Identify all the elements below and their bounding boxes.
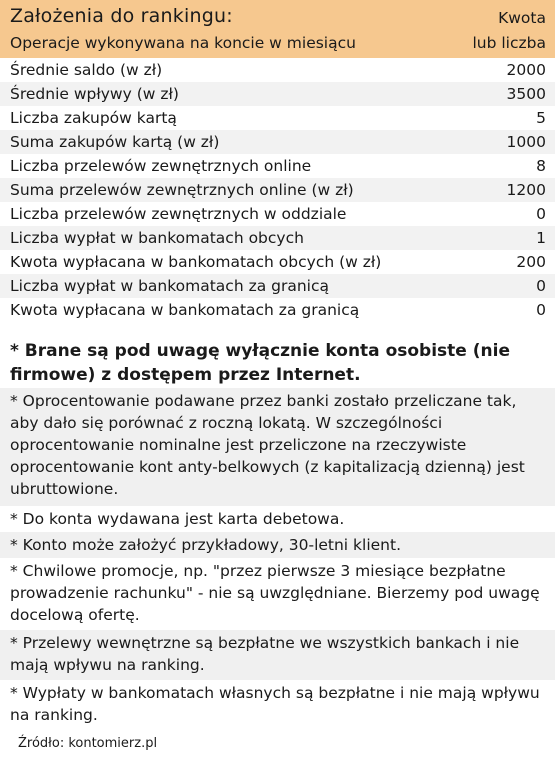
table-row xyxy=(0,130,555,154)
row-value: 200 xyxy=(516,253,546,271)
table-row xyxy=(0,82,555,106)
note-text: * Przelewy wewnętrzne są bezpłatne we wszystkich bankach i nie mają wpływu na ranking. xyxy=(10,634,520,674)
note-item xyxy=(0,680,555,730)
table-body xyxy=(0,58,555,322)
row-value: 8 xyxy=(536,157,546,175)
header-title: Założenia do rankingu: xyxy=(10,5,233,27)
source-credit: Źródło: kontomierz.pl xyxy=(18,736,158,751)
row-value: 0 xyxy=(536,205,546,223)
row-value: 1000 xyxy=(506,133,546,151)
table-row xyxy=(0,178,555,202)
table-row xyxy=(0,58,555,82)
row-label: Liczba przelewów zewnętrznych w oddziale xyxy=(10,205,347,223)
header-col-line2: lub liczba xyxy=(472,34,546,52)
row-value: 0 xyxy=(536,301,546,319)
row-value: 3500 xyxy=(506,85,546,103)
note-item xyxy=(0,532,555,558)
row-label: Kwota wypłacana w bankomatach obcych (w zł) xyxy=(10,253,382,271)
table-header xyxy=(0,0,555,58)
note-item xyxy=(0,630,555,680)
table-row xyxy=(0,154,555,178)
note-item xyxy=(0,558,555,630)
row-value: 2000 xyxy=(506,61,546,79)
header-col-line1: Kwota xyxy=(498,9,546,27)
note-item xyxy=(0,388,555,506)
table-row xyxy=(0,274,555,298)
note-text: * Oprocentowanie podawane przez banki zostało przeliczane tak, aby dało się porównać z roczną lokatą. W szczególności oprocentowanie nominalne jest przeliczone na rzeczywiste oprocentowanie kont anty-belkowych (z kapitalizacją dzienną) jest ubruttowione. xyxy=(10,392,525,498)
row-value: 5 xyxy=(536,109,546,127)
row-label: Średnie wpływy (w zł) xyxy=(10,85,179,103)
row-value: 0 xyxy=(536,277,546,295)
row-label: Suma zakupów kartą (w zł) xyxy=(10,133,220,151)
table-row xyxy=(0,106,555,130)
note-item xyxy=(0,506,555,532)
note-text: * Konto może założyć przykładowy, 30-letni klient. xyxy=(10,536,401,554)
row-label: Liczba zakupów kartą xyxy=(10,109,177,127)
table-row xyxy=(0,226,555,250)
row-label: Kwota wypłacana w bankomatach za granicą xyxy=(10,301,360,319)
table-row xyxy=(0,250,555,274)
row-label: Liczba wypłat w bankomatach za granicą xyxy=(10,277,329,295)
note-text: * Wypłaty w bankomatach własnych są bezpłatne i nie mają wpływu na ranking. xyxy=(10,684,540,724)
table-row xyxy=(0,298,555,322)
row-label: Liczba wypłat w bankomatach obcych xyxy=(10,229,304,247)
row-label: Średnie saldo (w zł) xyxy=(10,61,163,79)
bold-note-text: * Brane są pod uwagę wyłącznie konta osobiste (nie firmowe) z dostępem przez Internet. xyxy=(10,341,510,385)
row-value: 1 xyxy=(536,229,546,247)
table-row xyxy=(0,202,555,226)
bold-note xyxy=(0,337,555,387)
row-label: Liczba przelewów zewnętrznych online xyxy=(10,157,312,175)
row-value: 1200 xyxy=(506,181,546,199)
note-text: * Chwilowe promocje, np. "przez pierwsze 3 miesiące bezpłatne prowadzenie rachunku" - nie są uwzględniane. Bierzemy pod uwagę docelową ofertę. xyxy=(10,562,540,624)
header-subtitle: Operacje wykonywana na koncie w miesiącu xyxy=(10,34,356,52)
note-text: * Do konta wydawana jest karta debetowa. xyxy=(10,510,345,528)
row-label: Suma przelewów zewnętrznych online (w zł) xyxy=(10,181,354,199)
